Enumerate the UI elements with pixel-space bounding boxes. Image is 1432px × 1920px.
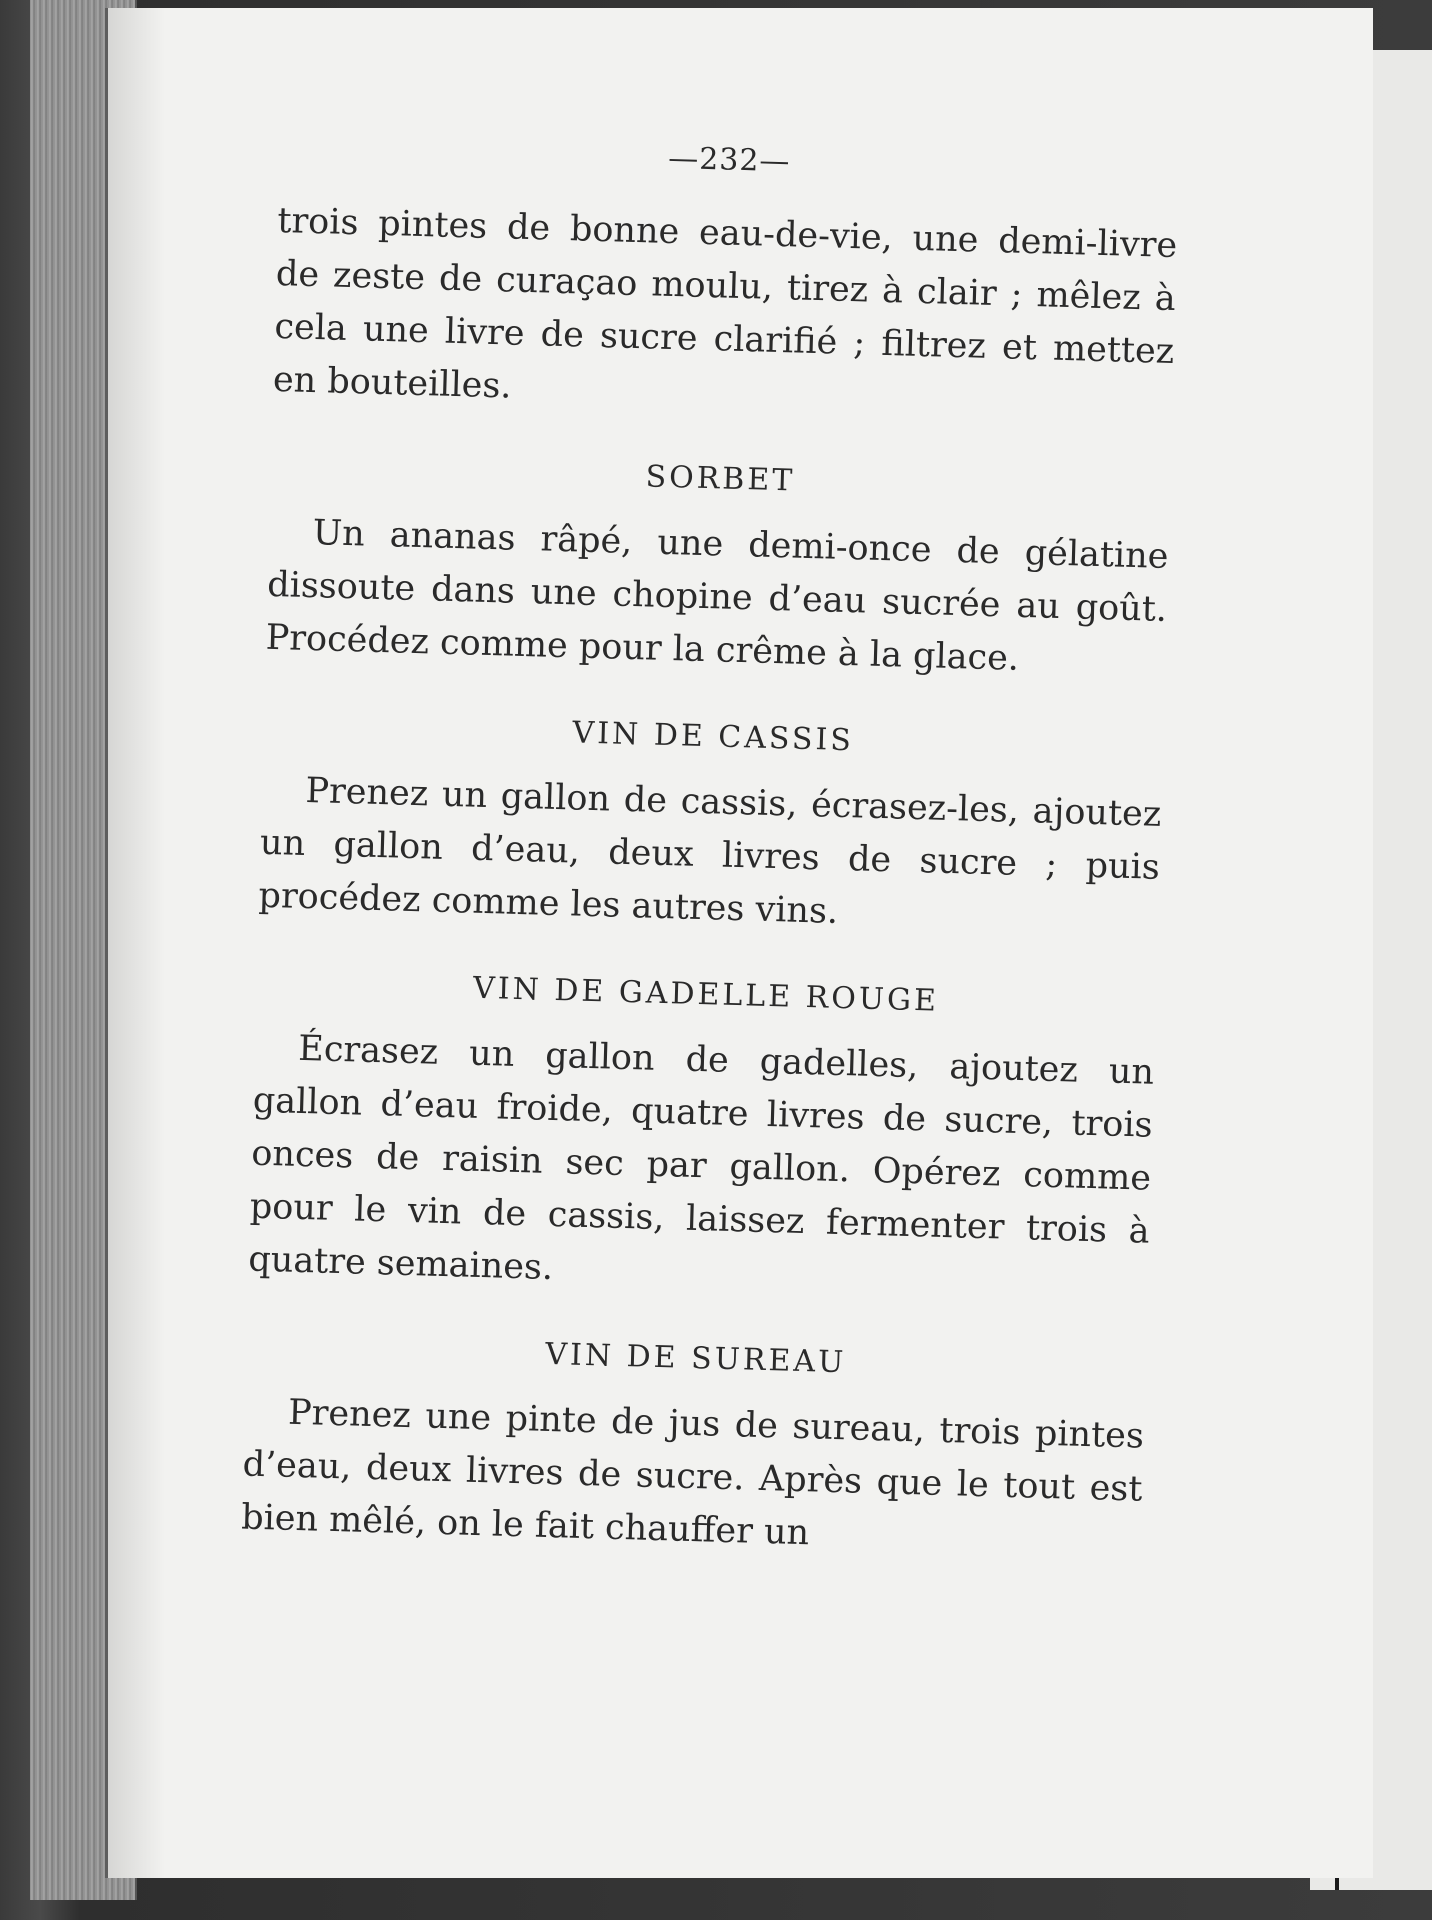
section-heading-vin-de-cassis: VIN DE CASSIS xyxy=(572,715,855,759)
page-number: —232— xyxy=(667,140,791,180)
section-text-vin-de-gadelle-rouge: Écrasez un gallon de gadelles, ajoutez un gallon d’eau froide, quatre livres de sucre, trois onces de raisin sec par gallon. Opérez comme pour le vin de cassis, laissez fermenter trois à quatre semaines. xyxy=(247,1028,1155,1289)
section-heading-vin-de-sureau: VIN DE SUREAU xyxy=(544,1336,847,1381)
section-text-vin-de-sureau: Prenez une pinte de jus de sureau, trois pintes d’eau, deux livres de sucre. Après que le tout est bien mêlé, on le fait chauffer un xyxy=(240,1392,1145,1554)
continued-paragraph: trois pintes de bonne eau-de-vie, une demi-livre de zeste de curaçao moulu, tirez à clair ; mêlez à cela une livre de sucre clarifié ; filtrez et mettez en bouteilles. xyxy=(272,200,1178,407)
page-gutter-shadow xyxy=(105,8,165,1878)
section-heading-sorbet: SORBET xyxy=(645,459,796,499)
section-text-vin-de-cassis: Prenez un gallon de cassis, écrasez-les, ajoutez un gallon d’eau, deux livres de sucre ; puis procédez comme les autres vins. xyxy=(258,770,1162,932)
page-text xyxy=(240,130,1179,1570)
section-heading-vin-de-gadelle-rouge: VIN DE GADELLE ROUGE xyxy=(472,970,940,1019)
section-text-sorbet: Un ananas râpé, une demi-once de gélatine dissoute dans une chopine d’eau sucrée au goût. Procédez comme pour la crême à la glace. xyxy=(265,513,1169,679)
